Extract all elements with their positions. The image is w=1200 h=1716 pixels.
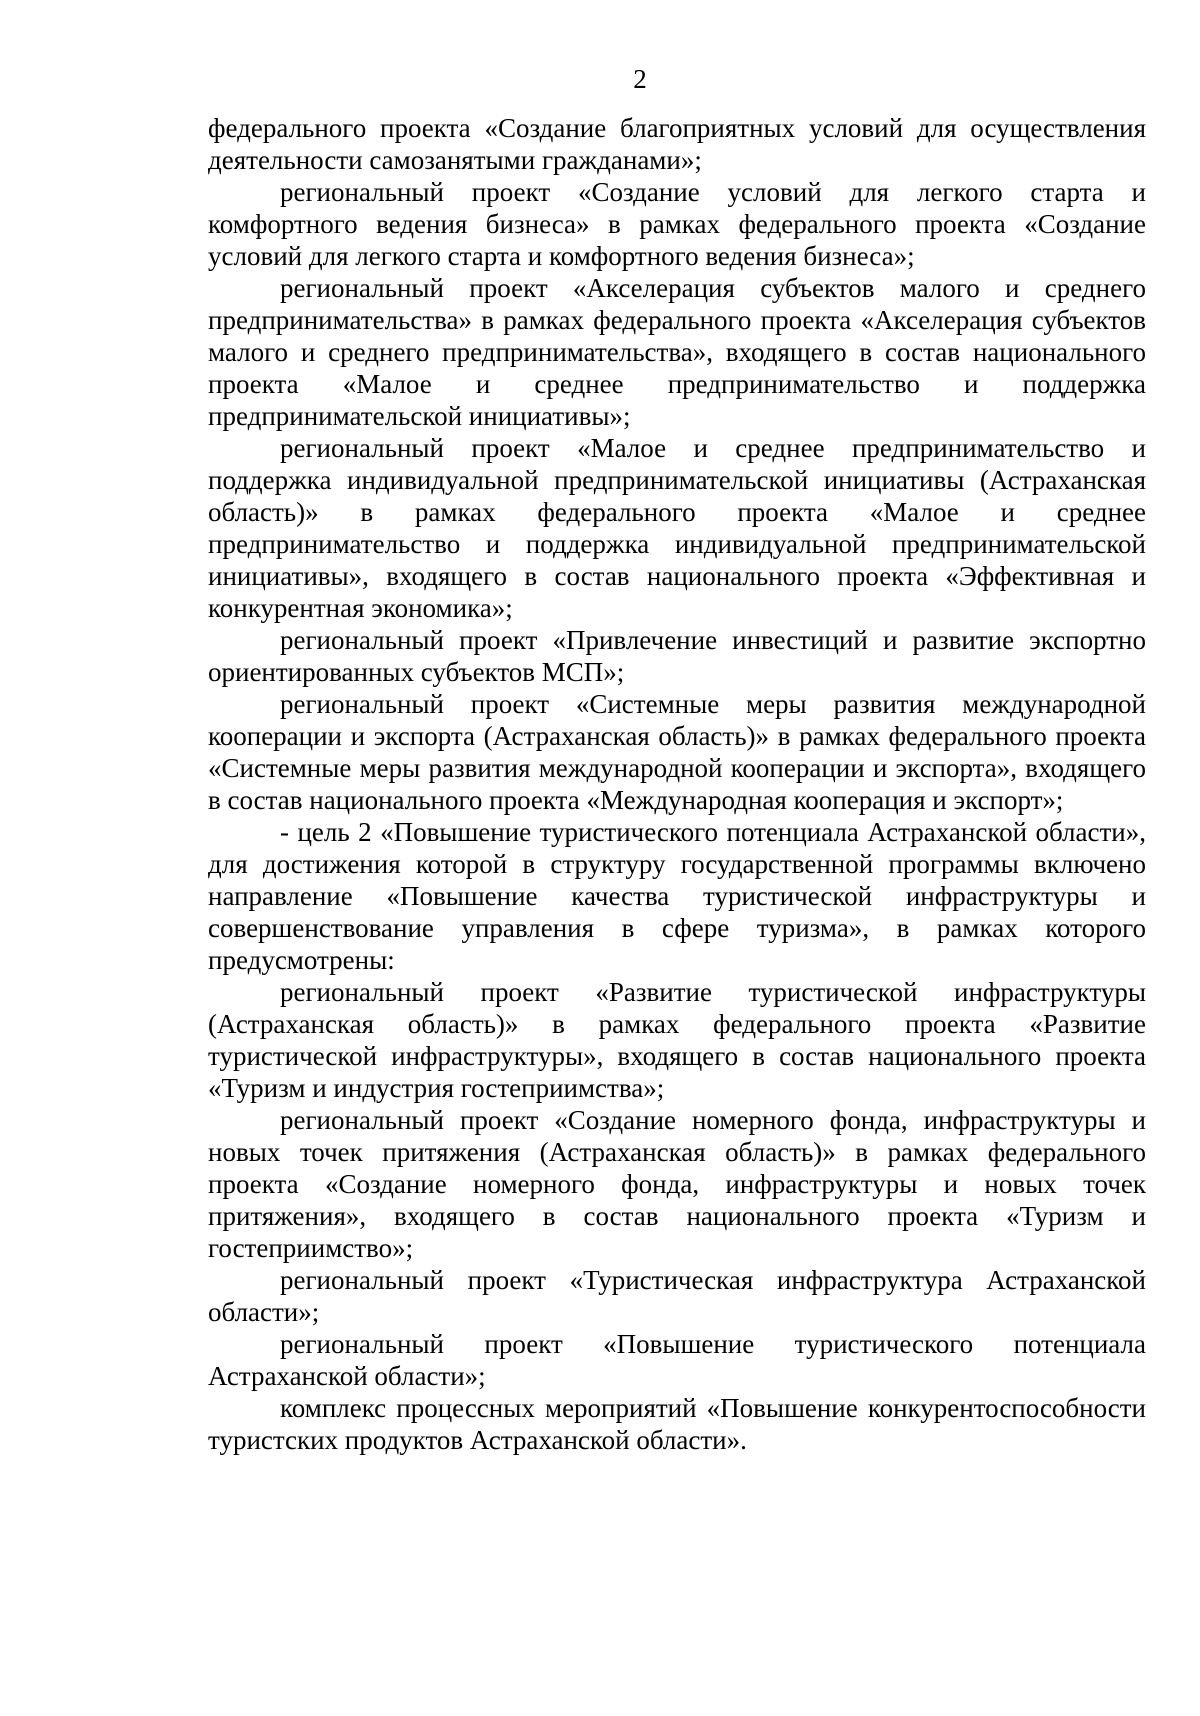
- paragraph-regional-project-acceleration: региональный проект «Акселерация субъектов малого и среднего предпринимательства» в рамках федерального проекта «Акселерация субъектов малого и среднего предпринимательства», входящего в состав национального проекта «Малое и среднее предпринимательство и поддержка предпринимательской инициативы»;: [208, 273, 1146, 431]
- paragraph-regional-project-sme-support: региональный проект «Малое и среднее предпринимательство и поддержка индивидуальной предпринимательской инициативы (Астраханская область)» в рамках федерального проекта «Малое и среднее предпринимательство и поддержка индивидуальной предпринимательской инициативы», входящего в состав национального проекта «Эффективная и конкурентная экономика»;: [208, 433, 1146, 623]
- paragraph-process-measures-competitiveness: комплекс процессных мероприятий «Повышение конкурентоспособности туристских продуктов Астраханской области».: [208, 1393, 1146, 1455]
- paragraph-regional-project-room-fund: региональный проект «Создание номерного фонда, инфраструктуры и новых точек притяжения (Астраханская область)» в рамках федерального проекта «Создание номерного фонда, инфраструктуры и новых точек притяжения», входящего в состав национального проекта «Туризм и гостеприимство»;: [208, 1105, 1146, 1263]
- paragraph-regional-project-tourism-potential: региональный проект «Повышение туристического потенциала Астраханской области»;: [208, 1329, 1146, 1391]
- paragraph-goal-2-tourism: - цель 2 «Повышение туристического потенциала Астраханской области», для достижения которой в структуру государственной программы включено направление «Повышение качества туристической инфраструктуры и совершенствование управления в сфере туризма», в рамках которого предусмотрены:: [208, 817, 1146, 975]
- paragraph-regional-project-export: региональный проект «Системные меры развития международной кооперации и экспорта (Астраханская область)» в рамках федерального проекта «Системные меры развития международной кооперации и экспорта», входящего в состав национального проекта «Международная кооперация и экспорт»;: [208, 689, 1146, 815]
- document-body: [208, 112, 1146, 1456]
- paragraph-federal-project-self-employed: федерального проекта «Создание благоприятных условий для осуществления деятельности самозанятыми гражданами»;: [208, 113, 1146, 175]
- paragraph-regional-project-investments: региональный проект «Привлечение инвестиций и развитие экспортно ориентированных субъектов МСП»;: [208, 625, 1146, 687]
- paragraph-regional-project-easy-start: региональный проект «Создание условий для легкого старта и комфортного ведения бизнеса» в рамках федерального проекта «Создание условий для легкого старта и комфортного ведения бизнеса»;: [208, 177, 1146, 271]
- paragraph-regional-project-tourist-infrastructure-astrakhan: региональный проект «Туристическая инфраструктура Астраханской области»;: [208, 1265, 1146, 1327]
- page-number: 2: [633, 64, 647, 94]
- paragraph-regional-project-tourism-infrastructure: региональный проект «Развитие туристической инфраструктуры (Астраханская область)» в рамках федерального проекта «Развитие туристической инфраструктуры», входящего в состав национального проекта «Туризм и индустрия гостеприимства»;: [208, 977, 1146, 1103]
